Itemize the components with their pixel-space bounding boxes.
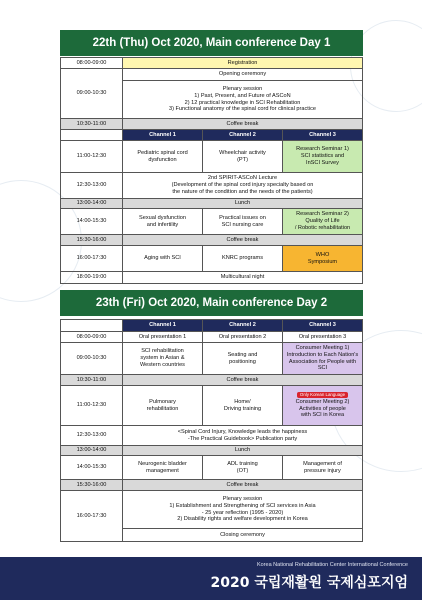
table-row (61, 375, 363, 386)
time-cell: 10:30-11:00 (61, 119, 123, 130)
table-row (61, 386, 363, 426)
korean-only-badge: Only Korean Language (297, 392, 348, 398)
session-cell: Seating and positioning (203, 343, 283, 375)
table-row (61, 69, 363, 81)
session-cell: Research Seminar 2) Quality of Life / Robotic rehabilitation (283, 209, 363, 235)
session-cell: Management of pressure injury (283, 456, 363, 480)
table-row (61, 272, 363, 284)
channel-2-header: Channel 2 (203, 130, 283, 141)
session-cell: Home/ Driving training (203, 386, 283, 426)
time-cell: 18:00-19:00 (61, 272, 123, 284)
time-cell: 13:00-14:00 (61, 199, 123, 209)
time-cell: 14:00-15:30 (61, 209, 123, 235)
channel-3-header: Channel 3 (283, 130, 363, 141)
coffee-break-cell: Coffee break (123, 375, 363, 386)
time-cell: 16:00-17:30 (61, 246, 123, 272)
session-cell: KNRC programs (203, 246, 283, 272)
time-cell: 08:00-09:00 (61, 332, 123, 343)
time-cell: 15:30-16:00 (61, 480, 123, 491)
session-cell: Practical issues on SCI nursing care (203, 209, 283, 235)
table-row (61, 209, 363, 235)
day1-header (60, 30, 363, 56)
table-row (61, 246, 363, 272)
channel-1-header: Channel 1 (123, 130, 203, 141)
table-row (61, 480, 363, 491)
time-cell: 11:00-12:30 (61, 141, 123, 173)
session-cell: Pediatric spinal cord dysfunction (123, 141, 203, 173)
channel-3-header: Channel 3 (283, 320, 363, 332)
plenary-cell: Plenary session 1) Past, Present, and Future of ASCoN 2) 12 practical knowledge in SCI Rehabilitation 3) Functional anatomy of the spinal cord for clinical practice (123, 81, 363, 119)
night-cell: Multicultural night (123, 272, 363, 284)
time-cell: 12:30-13:00 (61, 173, 123, 199)
session-cell: Aging with SCI (123, 246, 203, 272)
time-cell: 09:00-10:30 (61, 343, 123, 375)
table-row (61, 173, 363, 199)
publication-cell: <Spinal Cord Injury, Knowledge leads the happiness -The Practical Guidebook> Publication party (123, 426, 363, 446)
session-cell: Oral presentation 3 (283, 332, 363, 343)
session-cell: Pulmonary rehabilitation (123, 386, 203, 426)
time-cell: 08:00-09:00 (61, 58, 123, 69)
time-cell: 14:00-15:30 (61, 456, 123, 480)
channel-header-row (61, 320, 363, 332)
session-cell: Research Seminar 1) SCI statistics and InSCI Survey (283, 141, 363, 173)
closing-cell: Closing ceremony (123, 529, 363, 542)
channel-header-row (61, 130, 363, 141)
coffee-break-cell: Coffee break (123, 480, 363, 491)
table-row (61, 199, 363, 209)
table-row (61, 446, 363, 456)
coffee-break-cell: Coffee break (123, 235, 363, 246)
channel-1-header: Channel 1 (123, 320, 203, 332)
lecture-cell: 2nd SPIRIT-ASCoN Lecture (Development of the spinal cord injury specialty based on the nature of the condition and the needs of the patients) (123, 173, 363, 199)
time-cell: 09:00-10:30 (61, 69, 123, 119)
session-cell: Oral presentation 1 (123, 332, 203, 343)
plenary-cell: Plenary session 1) Establishment and Strengthening of SCI services in Asia - 25 year reflection (1995 - 2020) 2) Disability rights and welfare development in Korea (123, 491, 363, 529)
registration-cell: Registration (123, 58, 363, 69)
session-cell: SCI rehabilitation system in Asian & Western countries (123, 343, 203, 375)
day1-schedule-table (60, 57, 363, 284)
footer-organization: Korea National Rehabilitation Center International Conference (256, 562, 408, 568)
day1-title: 22th (Thu) Oct 2020, Main conference Day 1 (92, 37, 331, 49)
time-cell: 12:30-13:00 (61, 426, 123, 446)
session-cell: Oral presentation 2 (203, 332, 283, 343)
day2-schedule-table (60, 319, 363, 542)
table-row (61, 456, 363, 480)
session-cell: WHO Symposium (283, 246, 363, 272)
table-row (61, 58, 363, 69)
table-row (61, 491, 363, 529)
table-row (61, 119, 363, 130)
table-row (61, 235, 363, 246)
session-cell: Sexual dysfunction and infertility (123, 209, 203, 235)
footer-title: 2020 국립재활원 국제심포지엄 (210, 575, 408, 591)
footer-banner (0, 557, 422, 600)
session-cell: Wheelchair activity (PT) (203, 141, 283, 173)
coffee-break-cell: Coffee break (123, 119, 363, 130)
time-cell: 11:00-12:30 (61, 386, 123, 426)
opening-cell: Opening ceremony (123, 69, 363, 81)
table-row (61, 141, 363, 173)
lunch-cell: Lunch (123, 199, 363, 209)
lunch-cell: Lunch (123, 446, 363, 456)
session-cell: Only Korean Language Consumer Meeting 2) Activities of people with SCI in Korea (283, 386, 363, 426)
day2-header (60, 290, 363, 316)
time-cell: 10:30-11:00 (61, 375, 123, 386)
session-cell: Consumer Meeting 1) Introduction to Each Nation's Association for People with SCI (283, 343, 363, 375)
time-cell: 13:00-14:00 (61, 446, 123, 456)
channel-2-header: Channel 2 (203, 320, 283, 332)
table-row (61, 332, 363, 343)
day2-title: 23th (Fri) Oct 2020, Main conference Day 2 (95, 297, 328, 309)
table-row (61, 343, 363, 375)
session-cell: ADL training (OT) (203, 456, 283, 480)
time-cell: 16:00-17:30 (61, 491, 123, 542)
session-cell: Neurogenic bladder management (123, 456, 203, 480)
table-row (61, 426, 363, 446)
time-cell: 15:30-16:00 (61, 235, 123, 246)
